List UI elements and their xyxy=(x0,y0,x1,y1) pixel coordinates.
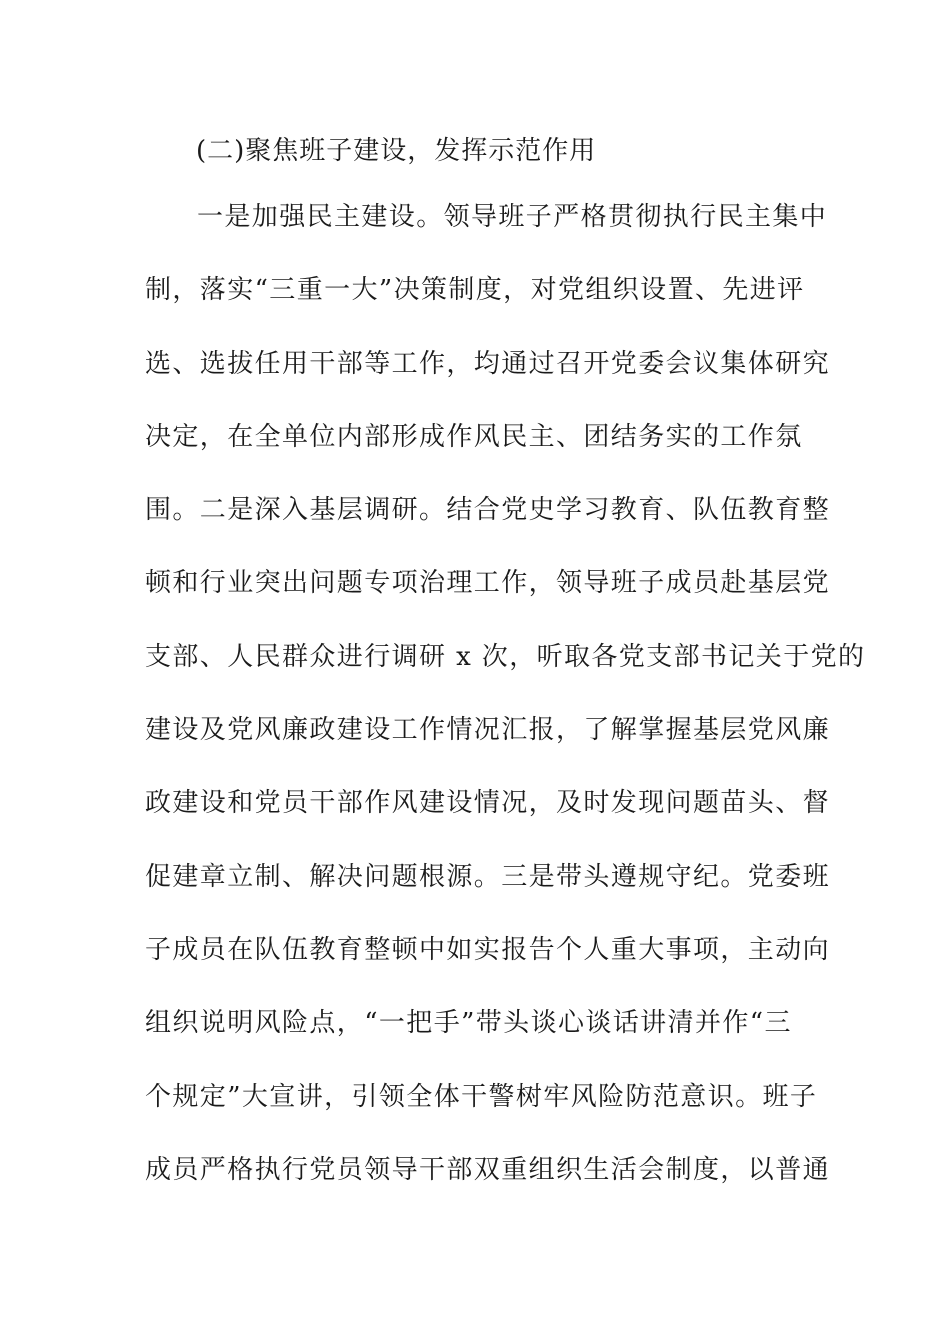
text-line-5: 围。二是深入基层调研。结合党史学习教育、队伍教育整 xyxy=(145,495,831,526)
text-line-4: 决定，在全单位内部形成作风民主、团结务实的工作氛 xyxy=(145,421,803,452)
section-heading: (二)聚焦班子建设，发挥示范作用 xyxy=(196,136,597,166)
text-line-3: 选、选拔任用干部等工作，均通过召开党委会议集体研究 xyxy=(145,348,831,379)
text-line-8: 建设及党风廉政建设工作情况汇报，了解掌握基层党风廉 xyxy=(145,715,831,746)
text-line-10: 促建章立制、解决问题根源。三是带头遵规守纪。党委班 xyxy=(145,861,831,892)
text-line-6: 顿和行业突出问题专项治理工作，领导班子成员赴基层党 xyxy=(145,568,831,599)
text-line-13: 个规定”大宣讲，引领全体干警树牢风险防范意识。班子 xyxy=(145,1081,818,1112)
body-paragraph xyxy=(145,197,866,1223)
text-line-12: 组织说明风险点，“一把手”带头谈心谈话讲清并作“三 xyxy=(145,1008,792,1039)
text-line-9: 政建设和党员干部作风建设情况，及时发现问题苗头、督 xyxy=(145,788,831,819)
text-line-11: 子成员在队伍教育整顿中如实报告个人重大事项，主动向 xyxy=(145,934,831,965)
text-line-14: 成员严格执行党员领导干部双重组织生活会制度，以普通 xyxy=(145,1154,831,1185)
text-line-1: 一是加强民主建设。领导班子严格贯彻执行民主集中 xyxy=(197,202,828,232)
text-line-7: 支部、人民群众进行调研 x 次，听取各党支部书记关于党的 xyxy=(145,641,866,672)
text-line-2: 制，落实“三重一大”决策制度，对党组织设置、先进评 xyxy=(145,275,805,306)
